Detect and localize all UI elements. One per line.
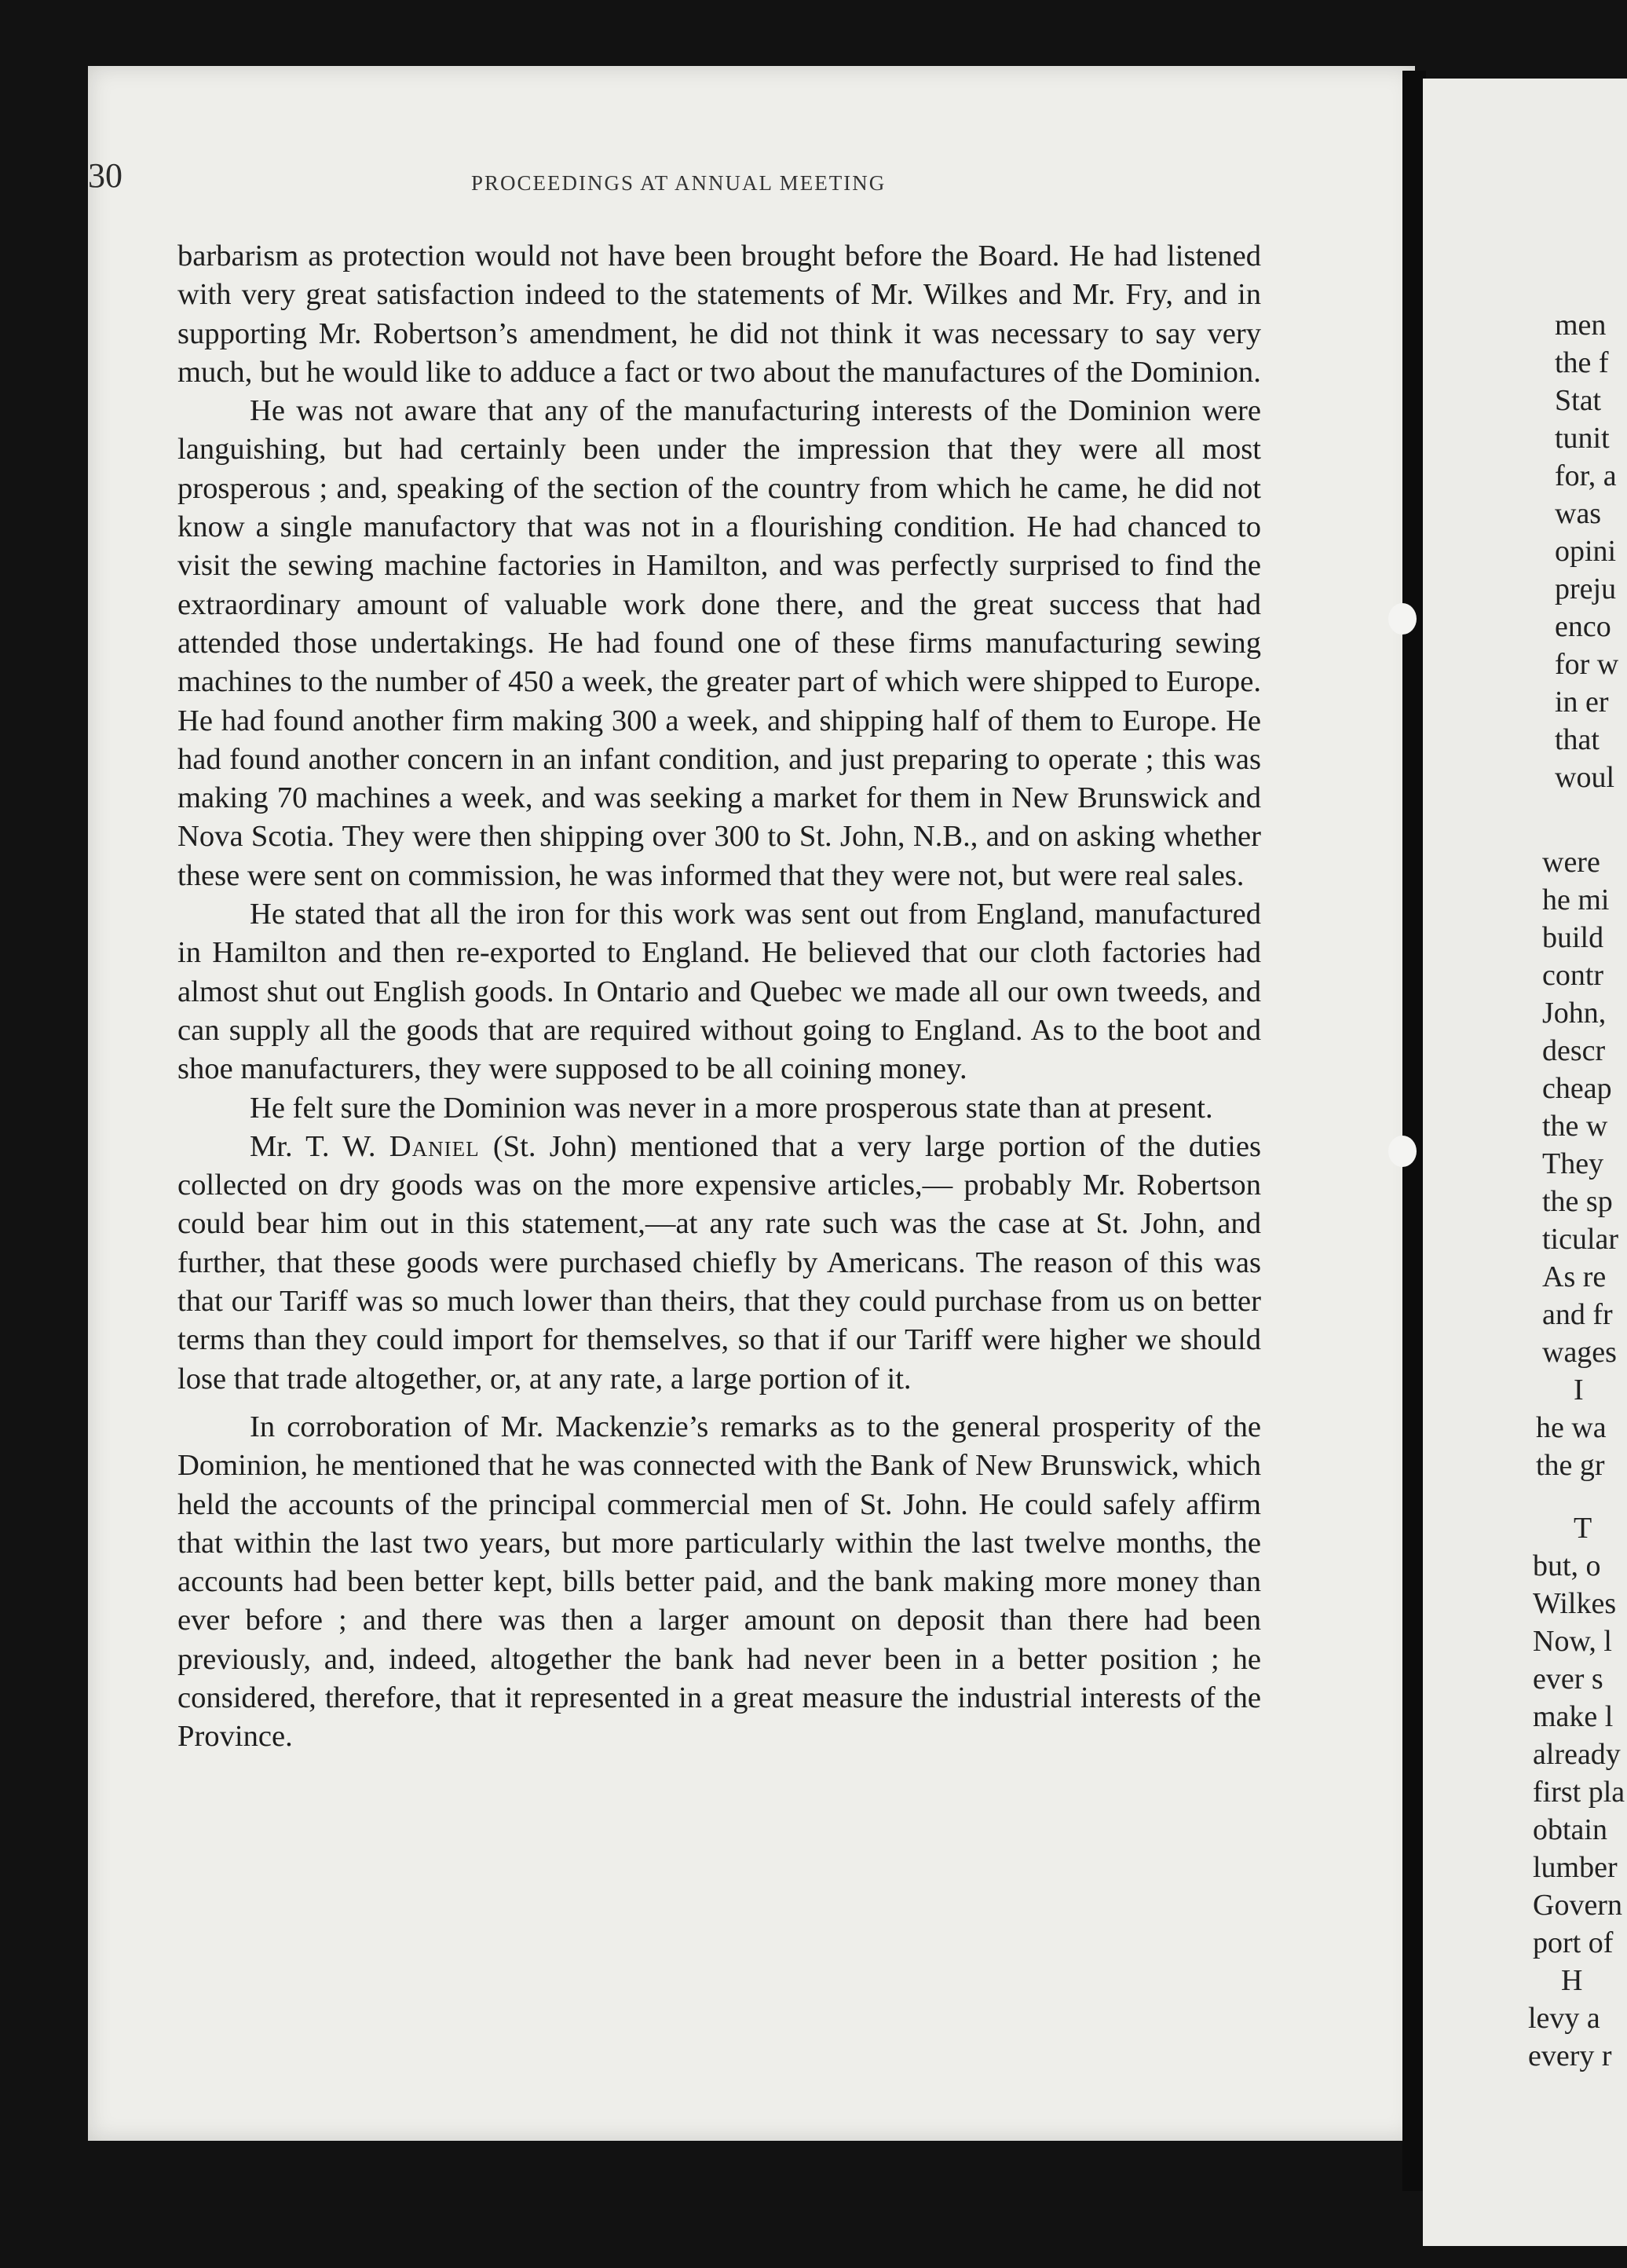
facing-line: levy a (1528, 2002, 1600, 2035)
facing-line: make l (1533, 1700, 1614, 1733)
facing-line: Govern (1533, 1889, 1622, 1922)
facing-line: tunit (1555, 422, 1610, 455)
facing-line: port of (1533, 1926, 1614, 1959)
paragraph: barbarism as protection would not have been brought before the Board. He had listened with very great satisfaction indeed to the statements of Mr. Wilkes and Mr. Fry, and in supporting Mr. Robertson’s amendment, he did not think it was necessary to say very much, but he would like to adduce a fact or two about the manufactures of the Dominion. (177, 240, 1261, 389)
facing-line: he mi (1542, 883, 1610, 916)
facing-line: men (1555, 309, 1607, 342)
facing-line: lumber (1533, 1851, 1618, 1884)
paragraph: He was not aware that any of the manufacturing interests of the Dominion were languishing, but had certainly been under the impression that they were all most prosperous ; and, speaking of the section of the country from which he came, he did not know a single manufactory that was not in a flourishing condition. He had chanced to visit the sewing machine factories in Hamilton, and was perfectly surprised to find the extraordinary amount of valuable work done there, and the great success that had attended those undertakings. He had found one of these firms manufacturing sewing machines to the number of 450 a week, the greater part of which were shipped to Europe. He had found another firm making 300 a week, and shipping half of them to Europe. He had found another concern in an infant condition, and just preparing to operate ; this was making 70 machines a week, and was seeking a market for them in New Brunswick and Nova Scotia. They were then shipping over 300 to St. John, N.B., and on asking whether these were sent on commission, he was informed that they were not, but were real sales. (177, 394, 1261, 892)
speaker-name: Daniel (389, 1129, 480, 1163)
facing-line: and fr (1542, 1298, 1613, 1331)
facing-line: contr (1542, 959, 1604, 992)
facing-line: was (1555, 497, 1602, 530)
binding-tear-mark (1388, 1136, 1417, 1167)
running-head: PROCEEDINGS AT ANNUAL MEETING (471, 171, 887, 195)
paragraph: He felt sure the Dominion was never in a more prosperous state than at present. (250, 1091, 1213, 1125)
facing-line: every r (1528, 2039, 1612, 2072)
facing-line: ticular (1542, 1223, 1619, 1256)
facing-line: were (1542, 846, 1600, 879)
facing-line: he wa (1536, 1411, 1607, 1444)
facing-line: preju (1555, 572, 1617, 605)
facing-line: for w (1555, 648, 1619, 681)
facing-line: John, (1542, 997, 1607, 1030)
facing-line: T (1574, 1512, 1592, 1545)
facing-line: descr (1542, 1034, 1606, 1067)
binding-tear-mark (1388, 603, 1417, 635)
facing-line: obtain (1533, 1813, 1607, 1846)
paragraph-speaker (177, 1128, 1261, 1399)
facing-line: opini (1555, 535, 1617, 568)
facing-line: H (1561, 1964, 1583, 1997)
paragraph: In corroboration of Mr. Mackenzie’s remarks as to the general prosperity of the Dominion, he mentioned that he was connected with the Bank of New Brunswick, which held the accounts of the principal commercial men of St. John. He could safely affirm that within the last two years, but more particularly within the last twelve months, the accounts had been better kept, bills better paid, and the bank making more money than ever before ; and there was then a larger amount on deposit than there had been previously, and, indeed, altogether the bank had never been in a better position ; he considered, therefore, that it represented in a great measure the industrial interests of the Province. (177, 1410, 1261, 1754)
facing-line: that (1555, 723, 1600, 756)
facing-line: for, a (1555, 459, 1617, 492)
facing-line: Wilkes (1533, 1587, 1617, 1620)
facing-line: the gr (1536, 1449, 1605, 1482)
facing-line: the f (1555, 346, 1609, 379)
paragraph: He stated that all the iron for this work was sent out from England, manufactured in Hamilton and then re-exported to England. He believed that our cloth factories had almost shut out English goods. In Ontario and Quebec we made all our own tweeds, and can supply all the goods that are required without going to England. As to the boot and shoe manufacturers, they were supposed to be all coining money. (177, 898, 1261, 1086)
page-number: 30 (88, 156, 122, 195)
facing-line: already (1533, 1738, 1621, 1771)
facing-line: wages (1542, 1336, 1617, 1369)
facing-line: They (1542, 1147, 1604, 1180)
facing-line: woul (1555, 761, 1614, 794)
facing-line: the sp (1542, 1185, 1613, 1218)
paragraph-text: (St. John) mentioned that a very large portion of the duties collected on dry goods was on the more expensive articles,— probably Mr. Robertson could bear him out in this statement,—at any rate such was the case at St. John, and further, that these goods were purchased chiefly by Americans. The reason of this was that our Tariff was so much lower than theirs, that they could purchase from us on better terms than they could import for themselves, so that if our Tariff were higher we should lose that trade altogether, or, at any rate, a large portion of it. (177, 1129, 1261, 1396)
facing-line: ever s (1533, 1663, 1603, 1696)
facing-line: but, o (1533, 1549, 1601, 1582)
facing-line: in er (1555, 686, 1609, 719)
facing-line: the w (1542, 1110, 1608, 1143)
facing-line: Stat (1555, 384, 1602, 417)
facing-line: Now, l (1533, 1625, 1612, 1658)
speaker-prefix: Mr. T. W. (250, 1129, 389, 1163)
body-text (177, 237, 1261, 1757)
facing-line: I (1574, 1374, 1584, 1407)
facing-line: enco (1555, 610, 1611, 643)
facing-line: first pla (1533, 1776, 1625, 1809)
facing-line: cheap (1542, 1072, 1612, 1105)
facing-line: As re (1542, 1260, 1607, 1293)
facing-line: build (1542, 921, 1604, 954)
